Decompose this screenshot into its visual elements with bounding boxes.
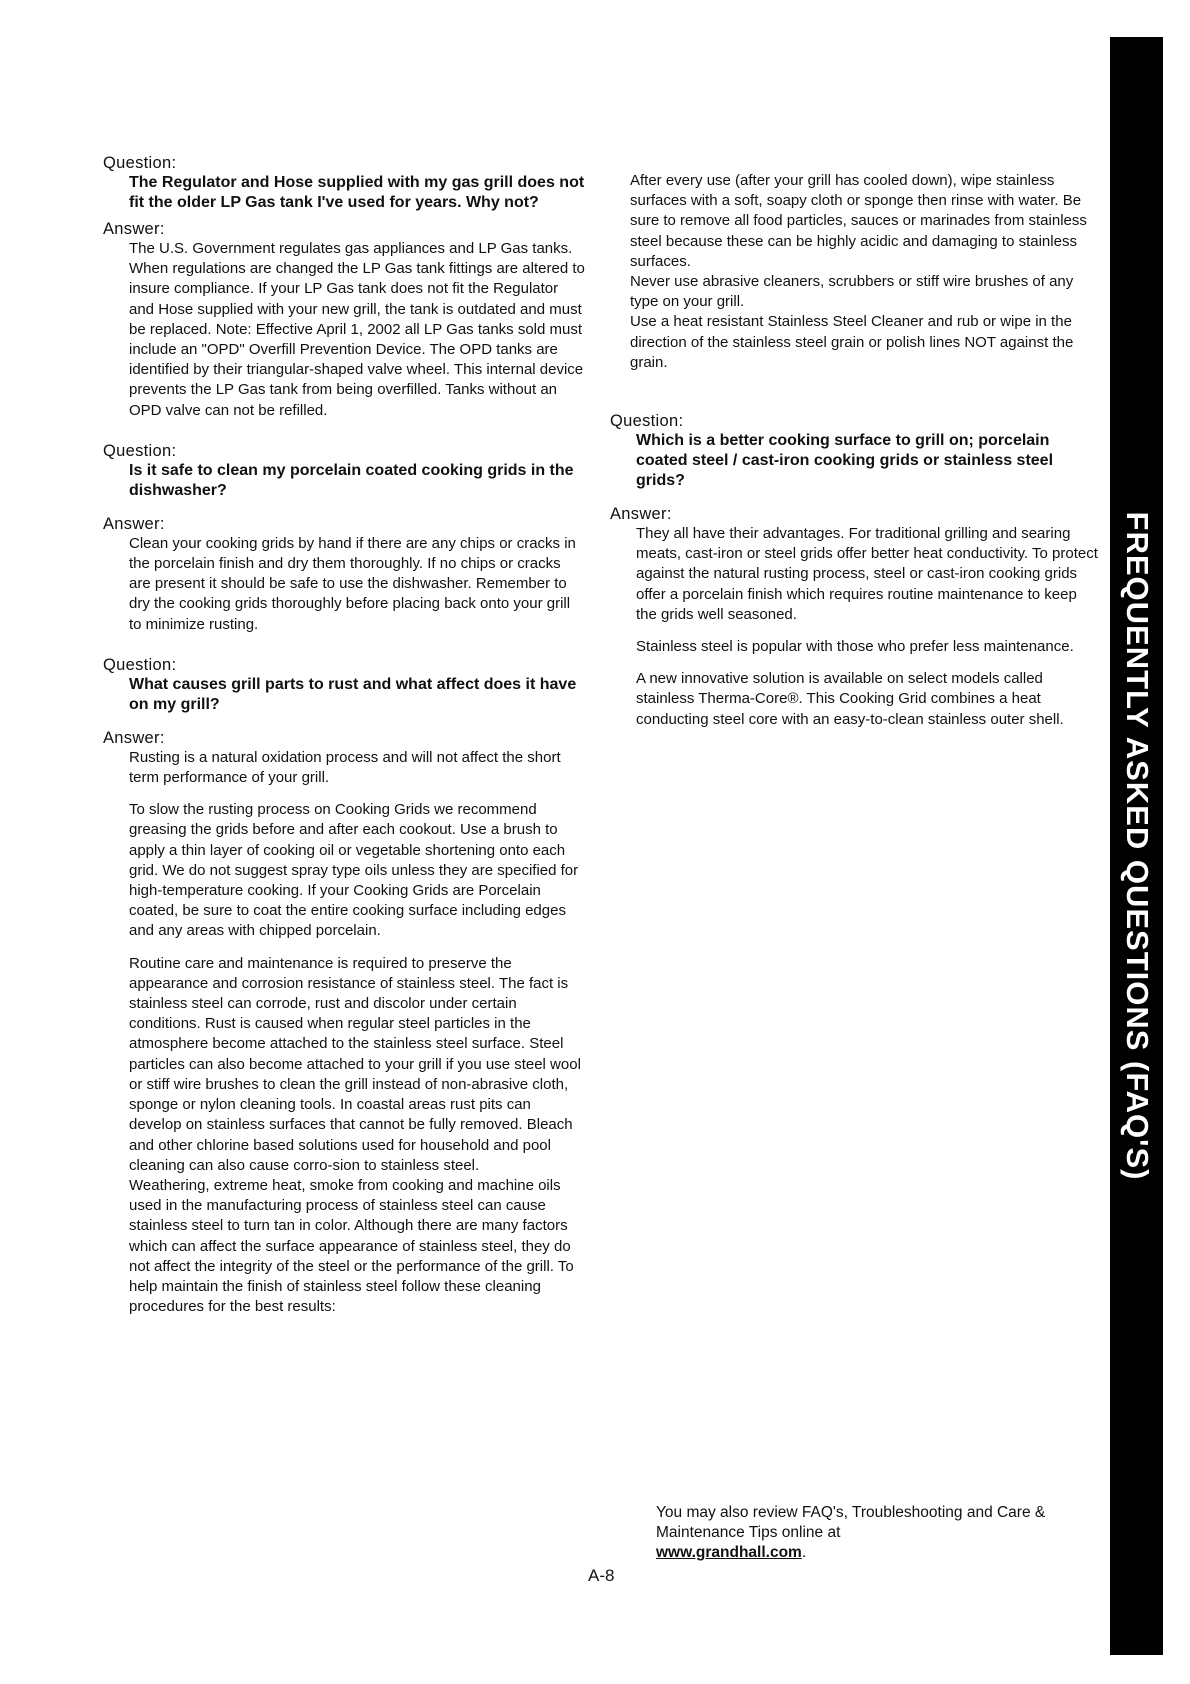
answer-paragraph: Rusting is a natural oxidation process and will not affect the short term performance of your grill.	[129, 748, 561, 787]
answer-paragraph: Clean your cooking grids by hand if there are any chips or cracks in the porcelain finish and dry them thoroughly. If no chips or cracks are present it should be safe to use the dishwasher. Remember to dry the cooking grids thoroughly before placing back onto your grill to minimize rusting.	[129, 534, 576, 633]
answer-label: Answer:	[103, 728, 165, 747]
answer-label: Answer:	[610, 505, 672, 524]
answer-text	[636, 524, 1100, 730]
sidebar-title: FREQUENTLY ASKED QUESTIONS (FAQ'S)	[1119, 511, 1155, 1181]
question-label: Question:	[103, 154, 177, 172]
page-number: A-8	[588, 1566, 615, 1585]
cleaning-instructions	[630, 171, 1100, 373]
website-link[interactable]: www.grandhall.com	[656, 1544, 802, 1561]
instruction-paragraph: After every use (after your grill has cooled down), wipe stainless surfaces with a soft, soapy cloth or sponge then rinse with water. Be sure to remove all food particles, sauces or marinades from stainless steel because these can be highly acidic and damaging to stainless surfaces.	[630, 172, 1087, 270]
answer-paragraph: To slow the rusting process on Cooking Grids we recommend greasing the grids before and after each cookout. Use a brush to apply a thin layer of cooking oil or vegetable shortening onto each grid. We do not suggest spray type oils unless they are specified for high-temperature cooking. If your Cooking Grids are Porcelain coated, be sure to coat the entire cooking surface including edges and any areas with chipped porcelain.	[129, 801, 579, 940]
answer-paragraph: Stainless steel is popular with those who prefer less maintenance.	[636, 638, 1074, 656]
answer-text	[129, 239, 585, 421]
question-label: Question:	[610, 412, 684, 431]
answer-paragraph: Routine care and maintenance is required to preserve the appearance and corrosion resistance of stainless steel. The fact is stainless steel can corrode, rust and discolor under certain conditions. Rust is caused when regular steel particles in the atmosphere become attached to the stainless steel surface. Steel particles can also become attached to your grill if you use steel wool or stiff wire brushes to clean the grill instead of non-abrasive cloth, sponge or nylon cleaning tools. In coastal areas rust pits can develop on stainless surfaces that cannot be fully removed. Bleach and other chlorine based solutions used for household and pool cleaning can also cause corro-sion to stainless steel.	[129, 954, 581, 1174]
question-text: Which is a better cooking surface to grill on; porcelain coated steel / cast-iron cooking grids or stainless steel grids?	[636, 432, 1054, 490]
instruction-paragraph: Use a heat resistant Stainless Steel Cleaner and rub or wipe in the direction of the stainless steel grain or polish lines NOT against the grain.	[630, 313, 1074, 371]
section-sidebar-tab	[1110, 37, 1163, 1655]
question-text: The Regulator and Hose supplied with my gas grill does not fit the older LP Gas tank I've used for years. Why not?	[129, 174, 585, 211]
online-resources-note: You may also review FAQ's, Troubleshooting and Care & Maintenance Tips online at www.grandhall.com.	[656, 1504, 1046, 1561]
right-column	[610, 171, 1100, 730]
answer-paragraph: A new innovative solution is available on select models called stainless Therma-Core®. This Cooking Grid combines a heat conducting steel core with an easy-to-clean stainless outer shell.	[636, 670, 1064, 728]
instruction-paragraph: Never use abrasive cleaners, scrubbers or stiff wire brushes of any type on your grill.	[630, 273, 1074, 311]
answer-paragraph: The U.S. Government regulates gas appliances and LP Gas tanks. When regulations are changed the LP Gas tank fittings are altered to insure compliance. If your LP Gas tank does not fit the Regulator and Hose supplied with your new grill, the tank is outdated and must be replaced. Note: Effective April 1, 2002 all LP Gas tanks sold must include an "OPD" Overfill Prevention Device. The OPD tanks are identified by their triangular-shaped valve wheel. This internal device prevents the LP Gas tank from being overfilled. Tanks without an OPD valve can not be refilled.	[129, 240, 585, 419]
left-column	[103, 153, 585, 1317]
question-label: Question:	[103, 441, 177, 460]
answer-paragraph: Weathering, extreme heat, smoke from cooking and machine oils used in the manufacturing process of stainless steel can cause stainless steel to turn tan in color. Although there are many factors which can affect the surface appearance of stainless steel, they do not affect the integrity of the steel or the performance of the grill. To help maintain the finish of stainless steel follow these cleaning procedures for the best results:	[129, 1176, 574, 1316]
answer-paragraph: They all have their advantages. For traditional grilling and searing meats, cast-iron or steel grids offer better heat conductivity. To protect against the natural rusting process, steel or cast-iron cooking grids offer a porcelain finish which requires routine maintenance to keep the grids well seasoned.	[636, 525, 1098, 623]
answer-label: Answer:	[103, 220, 165, 238]
answer-label: Answer:	[103, 514, 165, 533]
answer-text	[129, 534, 585, 635]
answer-text	[129, 748, 585, 1317]
question-label: Question:	[103, 655, 177, 674]
footer-note-text: You may also review FAQ's, Troubleshooting and Care & Maintenance Tips online at	[656, 1504, 1046, 1541]
question-text: Is it safe to clean my porcelain coated cooking grids in the dishwasher?	[129, 461, 574, 499]
question-text: What causes grill parts to rust and what affect does it have on my grill?	[129, 675, 577, 713]
